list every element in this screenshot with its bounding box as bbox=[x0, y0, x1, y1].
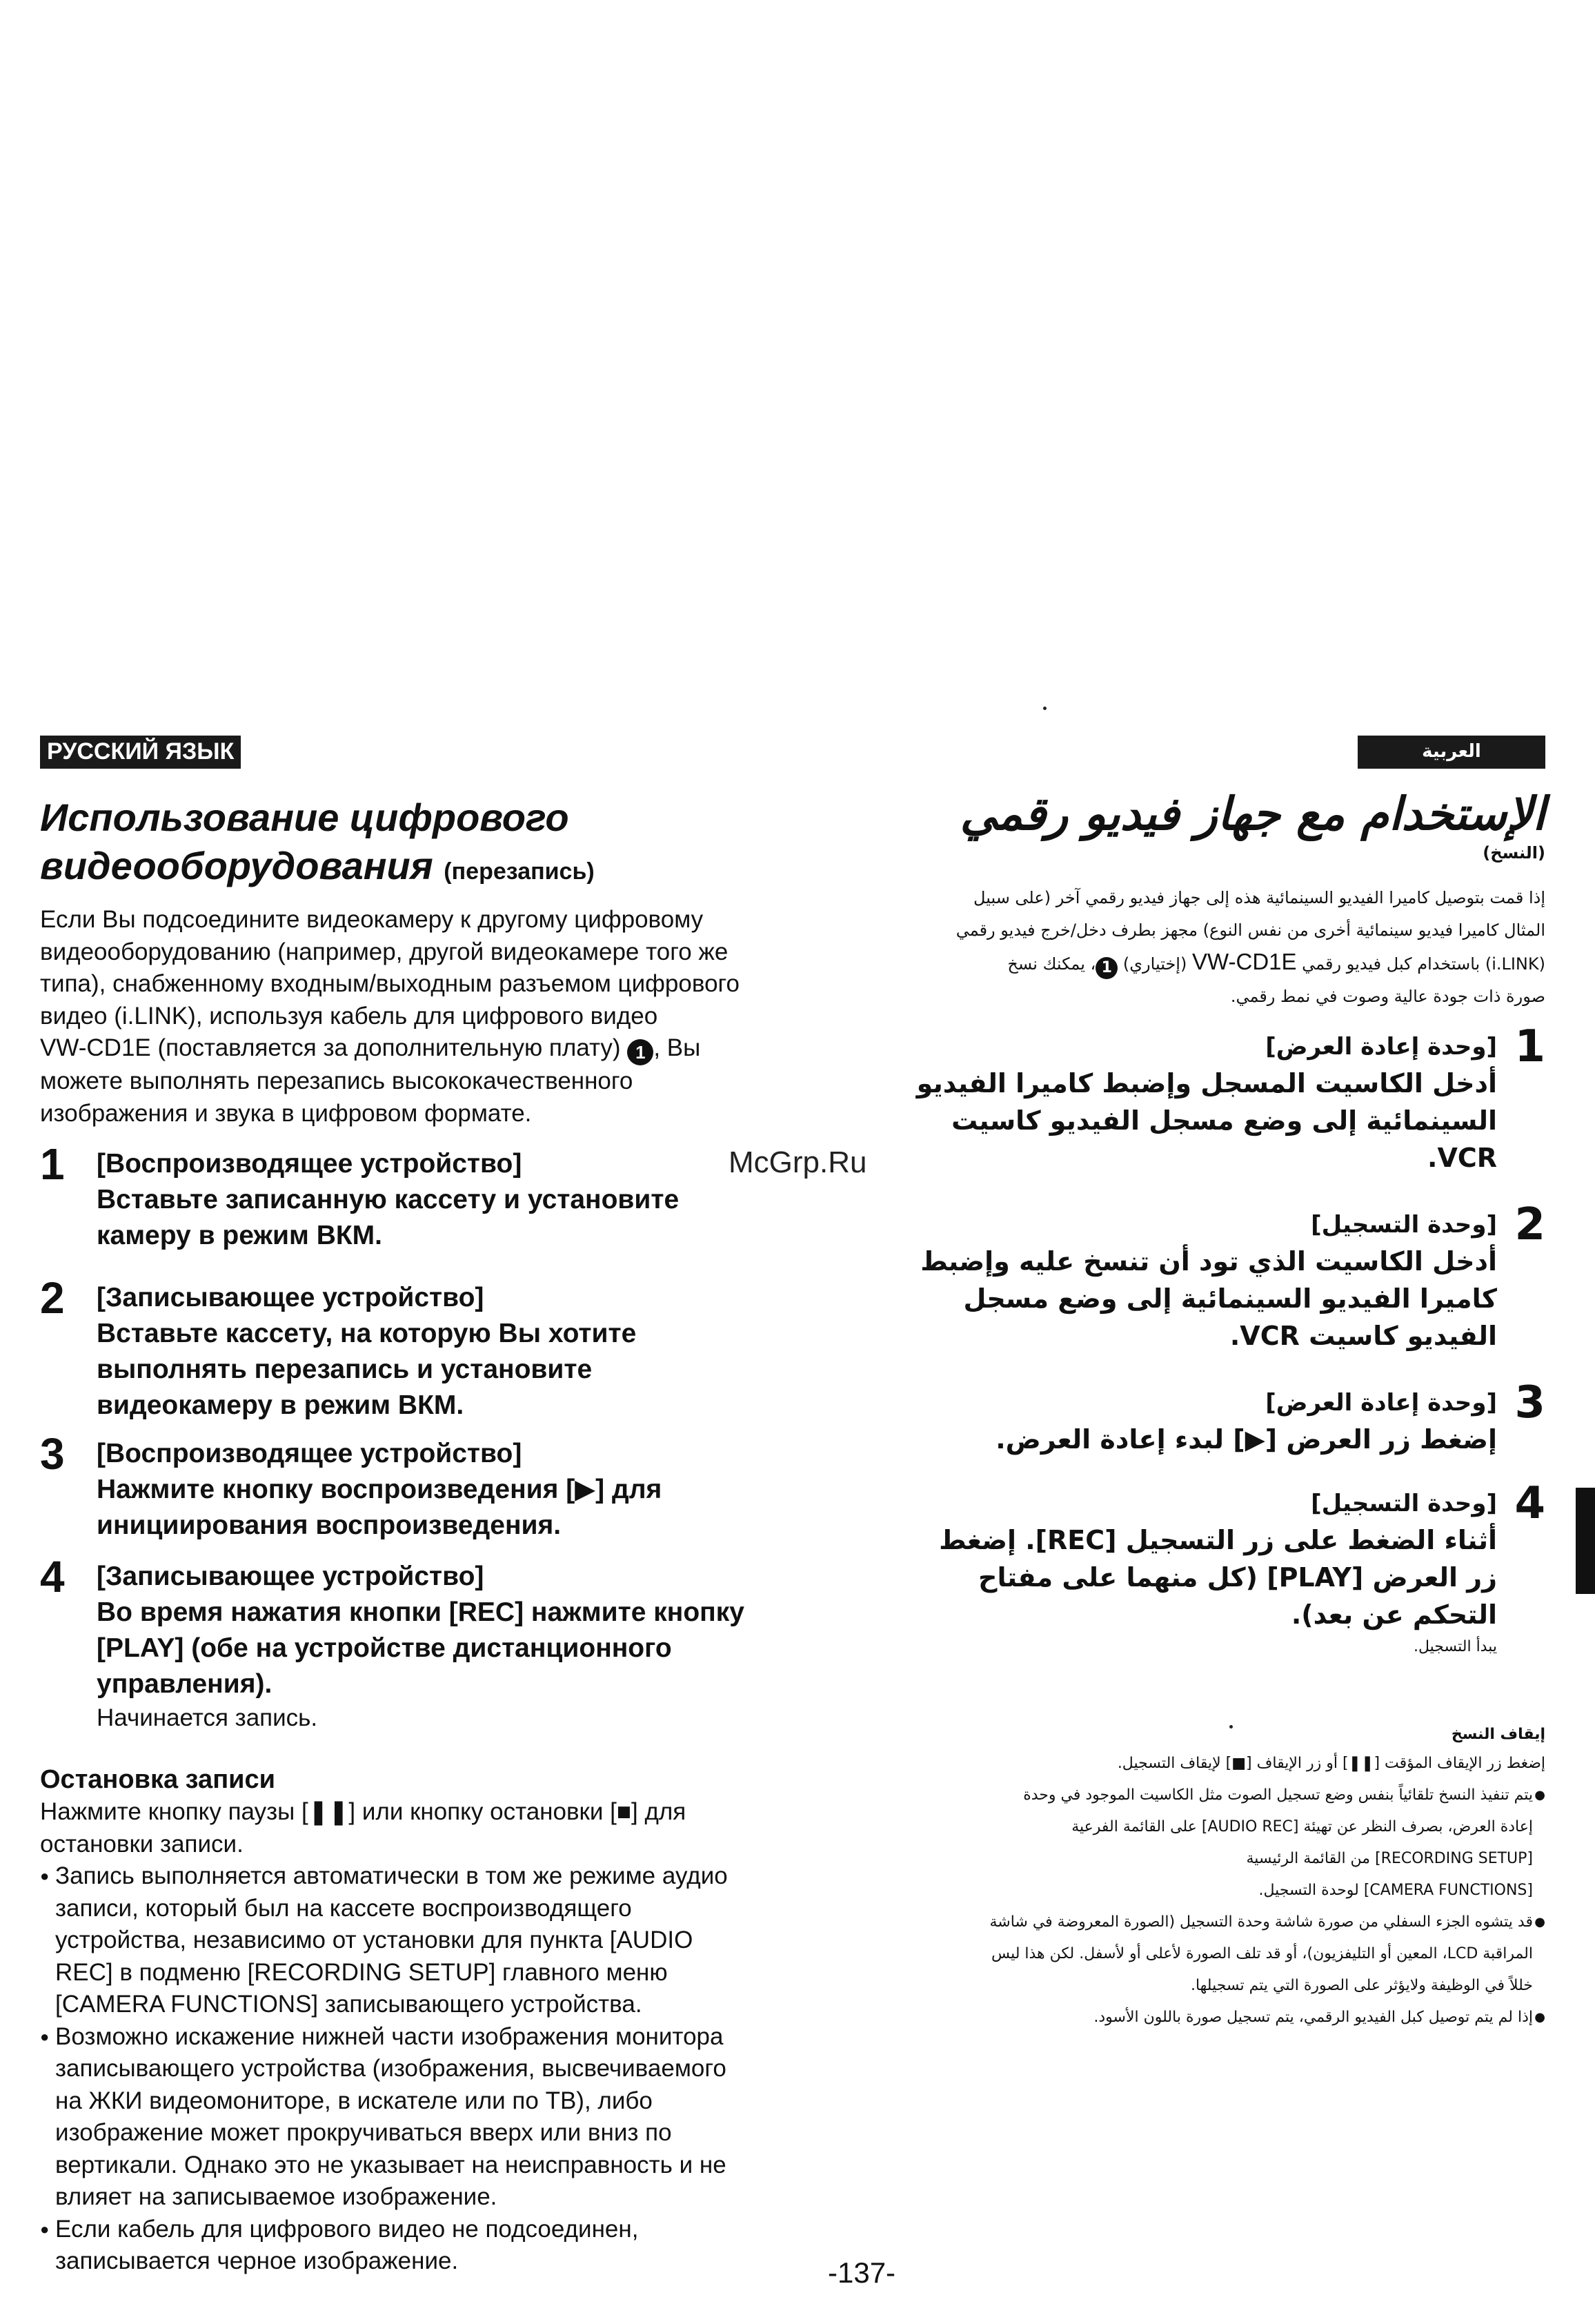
step-line: إضغط زر العرض [▶] لبدء إعادة العرض. bbox=[995, 1424, 1497, 1455]
intro-text: ، يمكنك نسخ bbox=[1007, 954, 1096, 974]
stop-line: إضغط زر الإيقاف المؤقت [❚❚] أو زر الإيقاف [■] لإيقاف التسجيل. bbox=[1117, 1755, 1545, 1772]
russian-title-line1: Использование цифрового bbox=[40, 796, 569, 839]
note-line: изображение может прокручиваться вверх или вниз по bbox=[55, 2119, 672, 2146]
note-line: записи, который был на кассете воспроизводящего bbox=[55, 1894, 632, 1922]
step-heading: [وحدة التسجيل] bbox=[1311, 1490, 1497, 1517]
intro-line: المثال كاميرا فيديو سينمائية أخرى من نفس النوع) مجهز بطرف دخل/خرج فيديو رقمي bbox=[955, 920, 1545, 940]
russian-step-2 bbox=[40, 1273, 854, 1424]
step-line: السينمائية إلى وضع مسجل الفيديو كاسيت bbox=[951, 1105, 1497, 1136]
step-heading: [وحدة إعادة العرض] bbox=[1265, 1033, 1497, 1061]
step-line: Вставьте кассету, на которую Вы хотите bbox=[97, 1319, 637, 1348]
step-heading: [Записывающее устройство] bbox=[97, 1562, 484, 1591]
step-line: أدخل الكاسيت المسجل وإضبط كاميرا الفيديو bbox=[916, 1068, 1497, 1099]
step-line: زر العرض [PLAY] (كل منهما على مفتاح bbox=[978, 1562, 1497, 1593]
note-line: ● Если кабель для цифрового видео не подсоединен, bbox=[55, 2215, 639, 2243]
step-heading: [Записывающее устройство] bbox=[97, 1283, 484, 1312]
arabic-notes-list bbox=[890, 1780, 1545, 2034]
step-line: كاميرا الفيديو السينمائية إلى وضع مسجل bbox=[963, 1283, 1497, 1314]
step-number: 2 bbox=[1514, 1199, 1545, 1250]
step-line: Нажмите кнопку воспроизведения [▶] для bbox=[97, 1475, 662, 1504]
step-number: 4 bbox=[1514, 1478, 1545, 1529]
russian-step-3 bbox=[40, 1429, 854, 1548]
note-line: [CAMERA FUNCTIONS] записывающего устройства. bbox=[55, 1991, 642, 2018]
intro-text: (i.LINK) باستخدام كبل فيديو رقمي bbox=[1302, 954, 1545, 974]
step-line: أدخل الكاسيت الذي تود أن تنسخ عليه وإضبط bbox=[920, 1246, 1497, 1277]
step-line: Вставьте записанную кассету и установите bbox=[97, 1185, 680, 1214]
intro-line: إذا قمت بتوصيل كاميرا الفيديو السينمائية هذه إلى جهاز فيديو رقمي آخر (على سبيل bbox=[973, 888, 1545, 907]
model-number: VW-CD1E bbox=[1191, 949, 1297, 974]
arabic-intro bbox=[890, 882, 1545, 1012]
intro-line: صورة ذات جودة عالية وصوت في نمط رقمي. bbox=[1230, 986, 1545, 1006]
russian-title-sub: (перезапись) bbox=[444, 858, 595, 885]
step-line: инициирования воспроизведения. bbox=[97, 1510, 562, 1540]
step-line: видеокамеру в режим ВКМ. bbox=[97, 1390, 464, 1420]
step-line: выполнять перезапись и установите bbox=[97, 1355, 593, 1384]
intro-text: (إختياري) bbox=[1122, 954, 1187, 974]
step-note: يبدأ التسجيل. bbox=[1414, 1638, 1497, 1655]
list-item bbox=[40, 2021, 854, 2214]
note-line: ● قد يتشوه الجزء السفلي من صورة شاشة وحدة التسجيل (الصورة المعروضة في شاشة bbox=[989, 1913, 1533, 1931]
page-number: -137- bbox=[828, 2256, 896, 2289]
intro-line: изображения и звука в цифровом формате. bbox=[40, 1099, 532, 1127]
note-line: ● يتم تنفيذ النسخ تلقائياً بنفس وضع تسجيل الصوت مثل الكاسيت الموجود في وحدة bbox=[1023, 1786, 1533, 1804]
intro-line: видеооборудованию (например, другой видеокамере того же bbox=[40, 938, 729, 965]
russian-stop-section bbox=[40, 1763, 854, 2278]
russian-title-line2 bbox=[40, 842, 854, 896]
section-heading: إيقاف النسخ bbox=[1451, 1726, 1545, 1743]
arabic-title-sub: (النسخ) bbox=[1483, 843, 1545, 863]
intro-line bbox=[40, 1032, 854, 1065]
arabic-step-1 bbox=[890, 1021, 1545, 1190]
russian-column bbox=[40, 794, 854, 2278]
step-line: VCR. bbox=[1427, 1143, 1497, 1173]
step-number: 1 bbox=[40, 1139, 65, 1189]
arabic-stop-section bbox=[890, 1722, 1545, 2034]
note-line: устройства, независимо от установки для пункта [AUDIO bbox=[55, 1927, 693, 1953]
note-line: ● Запись выполняется автоматически в том же режиме аудио bbox=[55, 1862, 728, 1889]
arabic-title: الإستخدام مع جهاز فيديو رقمي bbox=[960, 787, 1545, 840]
note-line: ● إذا لم يتم توصيل كبل الفيديو الرقمي، يتم تسجيل صورة باللون الأسود. bbox=[1093, 2009, 1533, 2026]
list-item bbox=[40, 1860, 854, 2021]
step-number: 4 bbox=[40, 1552, 65, 1602]
step-line: التحكم عن بعد). bbox=[1291, 1599, 1497, 1630]
arabic-step-2 bbox=[890, 1199, 1545, 1368]
intro-line: Если Вы подсоедините видеокамеру к другому цифровому bbox=[40, 906, 704, 933]
russian-title-main: видеооборудования bbox=[40, 844, 433, 887]
note-line: [RECORDING SETUP] من القائمة الرئيسية bbox=[1246, 1850, 1533, 1867]
step-number: 1 bbox=[1514, 1021, 1545, 1072]
intro-line: можете выполнять перезапись высококачественного bbox=[40, 1067, 633, 1094]
arabic-column bbox=[890, 787, 1545, 2034]
note-line: REC] в подменю [RECORDING SETUP] главного меню bbox=[55, 1958, 668, 1986]
intro-line bbox=[890, 946, 1545, 981]
note-line: записывающего устройства (изображения, высвечиваемого bbox=[55, 2055, 726, 2082]
intro-line: типа), снабженному входным/выходным разъемом цифрового bbox=[40, 970, 740, 997]
step-number: 3 bbox=[40, 1429, 65, 1479]
scan-dot bbox=[1043, 707, 1047, 710]
note-line: إعادة العرض، بصرف النظر عن تهيئة [AUDIO REC] على القائمة الفرعية bbox=[1071, 1818, 1533, 1835]
note-line: المراقبة LCD، المعين أو التليفزيون)، أو قد تلف الصورة لأعلى أو لأسفل. لكن هذا ليس bbox=[991, 1945, 1533, 1962]
language-tag-russian: РУССКИЙ ЯЗЫК bbox=[40, 736, 241, 769]
step-line: أثناء الضغط على زر التسجيل [REC]. إضغط bbox=[939, 1525, 1497, 1555]
intro-text: , Вы bbox=[653, 1034, 701, 1061]
note-line: записывается черное изображение. bbox=[55, 2247, 459, 2274]
step-line: камеру в режим ВКМ. bbox=[97, 1221, 382, 1250]
step-number: 3 bbox=[1514, 1377, 1545, 1428]
stop-line: остановки записи. bbox=[40, 1830, 244, 1858]
list-item bbox=[40, 2214, 854, 2278]
intro-text: VW-CD1E (поставляется за дополнительную плату) bbox=[40, 1034, 621, 1061]
arabic-step-4 bbox=[890, 1478, 1545, 1688]
step-line: الفيديو كاسيت VCR. bbox=[1229, 1321, 1497, 1351]
step-line: Во время нажатия кнопки [REC] нажмите кнопку bbox=[97, 1597, 744, 1627]
step-heading: [Воспроизводящее устройство] bbox=[97, 1439, 522, 1468]
circled-number-icon: 1 bbox=[627, 1039, 653, 1065]
list-item bbox=[890, 1780, 1545, 1907]
circled-number-icon: 1 bbox=[1096, 957, 1118, 979]
list-item bbox=[890, 1907, 1545, 2002]
language-tag-arabic: العربية bbox=[1358, 736, 1545, 769]
note-line: влияет на записываемое изображение. bbox=[55, 2183, 497, 2210]
russian-intro bbox=[40, 904, 854, 1130]
list-item bbox=[890, 2002, 1545, 2034]
watermark: McGrp.Ru bbox=[729, 1145, 867, 1179]
note-line: [CAMERA FUNCTIONS] لوحدة التسجيل. bbox=[1258, 1882, 1533, 1899]
edge-index-tab bbox=[1576, 1488, 1595, 1594]
step-heading: [وحدة التسجيل] bbox=[1311, 1211, 1497, 1239]
note-line: خللاً في الوظيفة ولايؤثر على الصورة التي يتم تسجيلها. bbox=[1190, 1977, 1533, 1994]
stop-line: Нажмите кнопку паузы [❚❚] или кнопку остановки [■] для bbox=[40, 1798, 686, 1825]
russian-notes-list bbox=[40, 1860, 854, 2278]
step-heading: [Воспроизводящее устройство] bbox=[97, 1149, 522, 1179]
step-heading: [وحدة إعادة العرض] bbox=[1265, 1389, 1497, 1417]
note-line: на ЖКИ видеомониторе, в искателе или по ТВ), либо bbox=[55, 2087, 653, 2114]
note-line: вертикали. Однако это не указывает на неисправность и не bbox=[55, 2151, 726, 2178]
step-line: управления). bbox=[97, 1669, 273, 1699]
step-note: Начинается запись. bbox=[97, 1704, 318, 1731]
russian-step-4 bbox=[40, 1552, 854, 1740]
intro-line: видео (i.LINK), используя кабель для цифрового видео bbox=[40, 1002, 658, 1030]
step-line: [PLAY] (обе на устройстве дистанционного bbox=[97, 1633, 672, 1663]
section-heading: Остановка записи bbox=[40, 1765, 275, 1794]
arabic-step-3 bbox=[890, 1377, 1545, 1469]
note-line: ● Возможно искажение нижней части изображения монитора bbox=[55, 2022, 724, 2050]
step-number: 2 bbox=[40, 1273, 65, 1323]
